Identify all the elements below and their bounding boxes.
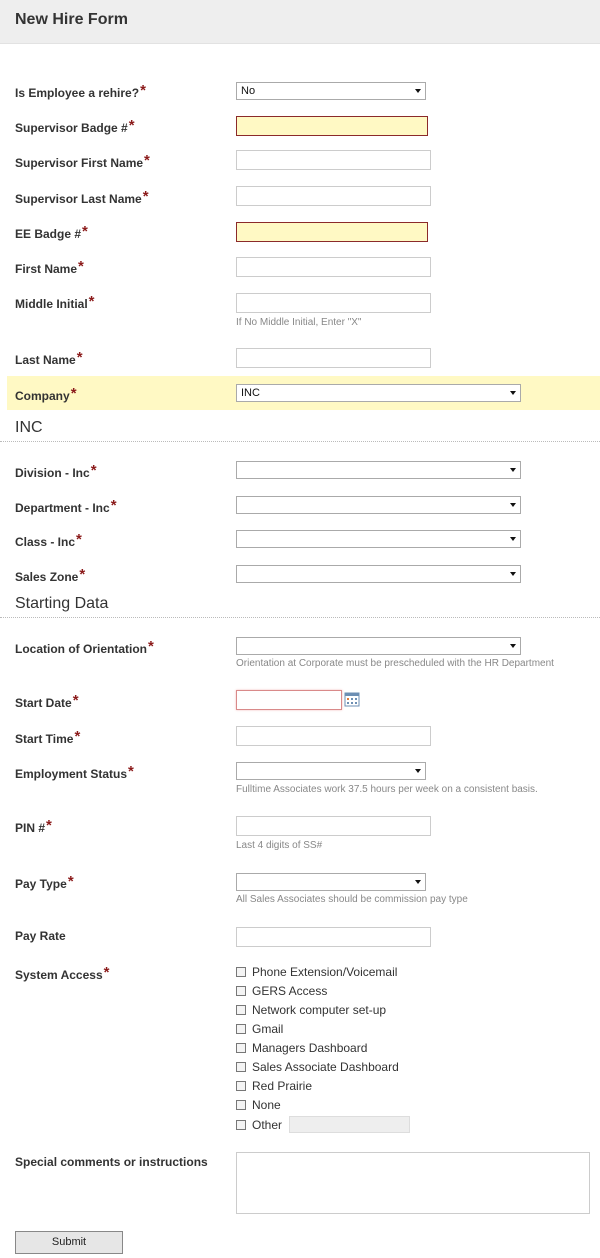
form-title: New Hire Form	[15, 11, 128, 28]
section-starting-data-heading: Starting Data	[15, 595, 109, 612]
checkbox-managers-dashboard[interactable]: Managers Dashboard	[236, 1041, 367, 1055]
checkbox-none[interactable]: None	[236, 1098, 281, 1112]
label-rehire: Is Employee a rehire?*	[15, 82, 146, 100]
label-class: Class - Inc*	[15, 531, 82, 549]
label-start-time: Start Time*	[15, 728, 81, 746]
label-ee-badge: EE Badge #*	[15, 223, 88, 241]
class-select[interactable]	[236, 530, 521, 548]
label-last-name: Last Name*	[15, 349, 83, 367]
label-company: Company*	[15, 385, 77, 403]
department-select[interactable]	[236, 496, 521, 514]
section-divider	[0, 617, 600, 618]
employment-status-select[interactable]	[236, 762, 426, 780]
pay-rate-input[interactable]	[236, 927, 431, 947]
section-divider	[0, 441, 600, 442]
middle-initial-hint: If No Middle Initial, Enter "X"	[236, 317, 362, 328]
checkbox-gmail[interactable]: Gmail	[236, 1022, 283, 1036]
supervisor-first-name-input[interactable]	[236, 150, 431, 170]
checkbox[interactable]	[236, 1100, 246, 1110]
pin-hint: Last 4 digits of SS#	[236, 840, 323, 851]
supervisor-badge-input[interactable]	[236, 116, 428, 136]
label-pay-rate: Pay Rate	[15, 929, 66, 943]
label-special-comments: Special comments or instructions	[15, 1155, 208, 1169]
chevron-down-icon	[415, 89, 421, 93]
checkbox-phone-extension[interactable]: Phone Extension/Voicemail	[236, 965, 397, 979]
label-location-of-orientation: Location of Orientation*	[15, 638, 154, 656]
label-middle-initial: Middle Initial*	[15, 293, 95, 311]
ee-badge-input[interactable]	[236, 222, 428, 242]
form-header	[0, 0, 600, 44]
chevron-down-icon	[510, 503, 516, 507]
checkbox-sales-associate-dashboard[interactable]: Sales Associate Dashboard	[236, 1060, 399, 1074]
checkbox[interactable]	[236, 986, 246, 996]
label-supervisor-badge: Supervisor Badge #*	[15, 117, 135, 135]
label-employment-status: Employment Status*	[15, 763, 134, 781]
label-start-date: Start Date*	[15, 692, 79, 710]
pin-input[interactable]	[236, 816, 431, 836]
section-inc-heading: INC	[15, 419, 43, 436]
pay-type-select[interactable]	[236, 873, 426, 891]
chevron-down-icon	[415, 880, 421, 884]
orientation-select[interactable]	[236, 637, 521, 655]
chevron-down-icon	[510, 644, 516, 648]
other-access-input[interactable]	[289, 1116, 410, 1133]
checkbox-gers-access[interactable]: GERS Access	[236, 984, 327, 998]
submit-button[interactable]: Submit	[15, 1231, 123, 1254]
supervisor-last-name-input[interactable]	[236, 186, 431, 206]
label-pay-type: Pay Type*	[15, 873, 74, 891]
calendar-icon[interactable]	[344, 691, 360, 707]
pay-type-hint: All Sales Associates should be commission pay type	[236, 894, 468, 905]
checkbox[interactable]	[236, 1024, 246, 1034]
checkbox-other[interactable]: Other	[236, 1118, 282, 1132]
label-first-name: First Name*	[15, 258, 84, 276]
checkbox[interactable]	[236, 1120, 246, 1130]
checkbox[interactable]	[236, 1081, 246, 1091]
checkbox[interactable]	[236, 1062, 246, 1072]
rehire-select[interactable]: No	[236, 82, 426, 100]
special-comments-textarea[interactable]	[236, 1152, 590, 1214]
company-select[interactable]: INC	[236, 384, 521, 402]
chevron-down-icon	[510, 468, 516, 472]
label-department: Department - Inc*	[15, 497, 117, 515]
chevron-down-icon	[415, 769, 421, 773]
start-date-input[interactable]	[236, 690, 342, 710]
first-name-input[interactable]	[236, 257, 431, 277]
label-pin: PIN #*	[15, 817, 52, 835]
label-system-access: System Access*	[15, 964, 110, 982]
employment-status-hint: Fulltime Associates work 37.5 hours per week on a consistent basis.	[236, 784, 538, 795]
checkbox-network-setup[interactable]: Network computer set-up	[236, 1003, 386, 1017]
start-time-input[interactable]	[236, 726, 431, 746]
label-sales-zone: Sales Zone*	[15, 566, 86, 584]
checkbox[interactable]	[236, 1043, 246, 1053]
sales-zone-select[interactable]	[236, 565, 521, 583]
label-division: Division - Inc*	[15, 462, 97, 480]
chevron-down-icon	[510, 572, 516, 576]
label-supervisor-last-name: Supervisor Last Name*	[15, 188, 149, 206]
orientation-hint: Orientation at Corporate must be prescheduled with the HR Department	[236, 658, 554, 669]
chevron-down-icon	[510, 391, 516, 395]
last-name-input[interactable]	[236, 348, 431, 368]
label-supervisor-first-name: Supervisor First Name*	[15, 152, 150, 170]
division-select[interactable]	[236, 461, 521, 479]
checkbox[interactable]	[236, 1005, 246, 1015]
checkbox-red-prairie[interactable]: Red Prairie	[236, 1079, 312, 1093]
middle-initial-input[interactable]	[236, 293, 431, 313]
checkbox[interactable]	[236, 967, 246, 977]
chevron-down-icon	[510, 537, 516, 541]
